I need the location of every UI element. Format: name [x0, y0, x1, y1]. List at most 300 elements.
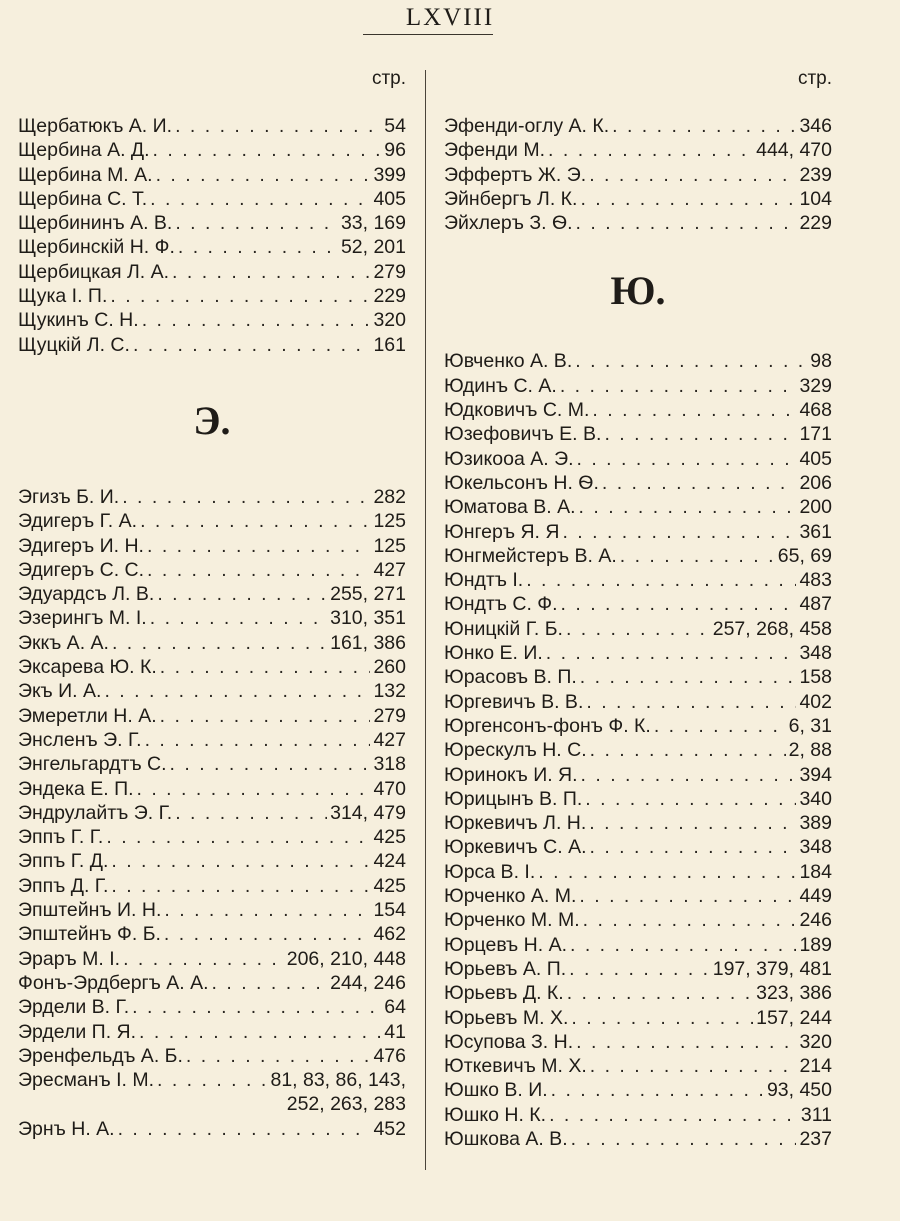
index-entry [18, 138, 406, 162]
entry-pages: 361 [799, 520, 832, 543]
entry-name: Эдуардсъ Л. В. [18, 583, 155, 606]
entry-name: Юткевичъ М. Х. [444, 1055, 587, 1078]
entry-name: Юргенсонъ-фонъ Ф. К. [444, 714, 651, 737]
entry-pages: 394 [799, 763, 832, 786]
index-entry [444, 1054, 832, 1078]
entry-pages: 257, 268, 458 [712, 617, 832, 640]
leader-dots [567, 981, 753, 1005]
entry-name: Юнгеръ Я. Я [444, 520, 560, 543]
entry-pages: 206, 210, 448 [286, 947, 406, 970]
index-entry [18, 485, 406, 509]
entry-name: Юдковичъ С. М. [444, 399, 590, 422]
entry-name: Щербининъ А. В. [18, 212, 173, 235]
entry-pages: 340 [799, 787, 832, 810]
entry-name: Юрьевъ А. П. [444, 957, 567, 980]
index-entry [444, 471, 832, 495]
leader-dots [160, 655, 371, 679]
index-entry [18, 704, 406, 728]
index-entry [444, 908, 832, 932]
leader-dots [571, 1127, 797, 1151]
entry-pages: 314, 479 [330, 801, 406, 824]
leader-dots [561, 592, 797, 616]
entry-pages: 98 [810, 350, 832, 373]
leader-dots [589, 811, 796, 835]
entry-name: Юшко В. И. [444, 1079, 548, 1102]
leader-dots [654, 714, 786, 738]
leader-dots [132, 995, 381, 1019]
left-page-label: стр. [371, 68, 406, 89]
entry-pages: 206 [799, 471, 832, 494]
index-entry [444, 211, 832, 235]
index-entry [18, 211, 406, 235]
entry-name: Юсупова З. Н. [444, 1030, 574, 1053]
entry-pages: 93, 450 [766, 1079, 832, 1102]
entry-name: Эрдели В. Г. [18, 996, 130, 1019]
leader-dots [577, 447, 797, 471]
leader-dots [602, 471, 797, 495]
entry-pages: 310, 351 [330, 607, 406, 630]
leader-dots [175, 114, 381, 138]
section-letter-yu: Ю. [610, 268, 666, 314]
leader-dots [157, 1068, 267, 1092]
entry-name: Юрьевъ М. Х. [444, 1006, 569, 1029]
index-entry [444, 957, 832, 981]
index-entry [18, 825, 406, 849]
left-column [18, 62, 406, 1141]
entry-name: Юринокъ И. Я. [444, 763, 578, 786]
leader-dots [157, 582, 327, 606]
leader-dots [585, 787, 796, 811]
index-entry [18, 874, 406, 898]
leader-dots [620, 544, 775, 568]
entry-pages: 425 [373, 826, 406, 849]
entry-name: Эйхлеръ З. Ѳ. [444, 212, 573, 235]
entry-pages: 52, 201 [340, 236, 406, 259]
leader-dots [526, 568, 796, 592]
entry-pages: 424 [373, 850, 406, 873]
leader-dots [122, 485, 370, 509]
index-entry [444, 398, 832, 422]
entry-name: Эресманъ І. М. [18, 1069, 154, 1092]
entry-pages: 399 [373, 163, 406, 186]
entry-pages: 476 [373, 1044, 406, 1067]
leader-dots [562, 520, 796, 544]
entry-name: Щуцкій Л. С. [18, 333, 130, 356]
entry-name: Эффертъ Ж. Э. [444, 163, 587, 186]
e-entries [18, 485, 406, 1092]
leader-dots [579, 495, 797, 519]
entry-pages: 405 [799, 447, 832, 470]
entry-name: Эпштейнъ И. Н. [18, 899, 162, 922]
index-entry [444, 860, 832, 884]
index-entry [444, 114, 832, 138]
entry-name: Щербинскій Н. Ф. [18, 236, 175, 259]
index-entry [18, 631, 406, 655]
entry-pages: 81, 83, 86, 143, [270, 1069, 406, 1092]
index-entry [18, 606, 406, 630]
index-entry [18, 235, 406, 259]
entry-name: Юрса В. І. [444, 860, 536, 883]
entry-name: Щербатюкъ А. И. [18, 115, 173, 137]
index-entry [444, 811, 832, 835]
leader-dots [118, 1117, 371, 1141]
leader-dots [551, 1078, 764, 1102]
entry-name: Эндрулайтъ Э. Г. [18, 801, 173, 824]
index-entry [444, 422, 832, 446]
leader-dots [147, 534, 370, 558]
entry-pages: 158 [799, 666, 832, 689]
leader-dots [133, 333, 371, 357]
leader-dots [590, 835, 797, 859]
entry-name: Эппъ Г. Д. [18, 850, 109, 873]
entry-pages: 282 [373, 485, 406, 508]
leader-dots [548, 138, 753, 162]
entry-pages: 171 [799, 423, 832, 446]
leader-dots [164, 898, 370, 922]
index-entry [444, 374, 832, 398]
entry-pages: 246 [799, 909, 832, 932]
entry-pages: 427 [373, 728, 406, 751]
entry-pages: 54 [384, 115, 406, 137]
index-entry [18, 898, 406, 922]
index-entry-continuation [18, 1092, 406, 1116]
entry-name: Юндтъ І. [444, 569, 524, 592]
entry-pages: 184 [799, 860, 832, 883]
leader-dots [150, 606, 327, 630]
leader-dots [579, 884, 796, 908]
leader-dots [175, 211, 338, 235]
entry-pages: 260 [373, 656, 406, 679]
entry-name: Юрченко А. М. [444, 885, 577, 908]
entry-name: Юркевичъ Л. Н. [444, 812, 587, 835]
leader-dots [583, 908, 797, 932]
entry-name: Эксарева Ю. К. [18, 656, 157, 679]
entry-name: Юрасовъ В. П. [444, 666, 577, 689]
entry-name: Эрнъ Н. А. [18, 1117, 115, 1140]
entry-pages: 239 [799, 163, 832, 186]
entry-pages: 346 [799, 115, 832, 137]
entry-pages: 318 [373, 753, 406, 776]
entry-name: Эренфельдъ А. Б. [18, 1044, 183, 1067]
leader-dots [170, 752, 371, 776]
leader-dots [576, 211, 797, 235]
entry-pages: 2, 88 [788, 739, 832, 762]
leader-dots [589, 163, 796, 187]
e-entries-continued [444, 114, 832, 235]
index-entry [444, 544, 832, 568]
entry-pages: 229 [373, 285, 406, 308]
entry-pages: 96 [384, 139, 406, 162]
entry-pages: 279 [373, 260, 406, 283]
index-entry [444, 163, 832, 187]
entry-pages: 470 [373, 777, 406, 800]
index-entry [444, 981, 832, 1005]
entry-name: Экъ И. А. [18, 680, 102, 703]
entry-pages: 64 [384, 996, 406, 1019]
leader-dots [111, 874, 370, 898]
entry-pages: 237 [799, 1127, 832, 1150]
entry-pages: 452 [373, 1117, 406, 1140]
entry-pages: 320 [799, 1030, 832, 1053]
leader-dots [140, 509, 370, 533]
entry-pages: 197, 379, 481 [712, 957, 832, 980]
entry-pages: 154 [373, 899, 406, 922]
entry-name: Эфенди М. [444, 139, 546, 162]
leader-dots [581, 763, 797, 787]
entry-pages: 252, 263, 283 [286, 1093, 406, 1116]
entry-name: Эрдели П. Я. [18, 1020, 137, 1043]
entry-pages: 348 [799, 642, 832, 665]
leader-dots [123, 947, 284, 971]
leader-dots [586, 690, 796, 714]
entry-name: Юшко Н. К. [444, 1103, 547, 1126]
entry-name: Эфенди-оглу А. К. [444, 115, 610, 137]
leader-dots [175, 801, 327, 825]
entry-pages: 33, 169 [340, 212, 406, 235]
index-entry [444, 714, 832, 738]
index-entry [18, 922, 406, 946]
entry-name: Щербина М. А. [18, 163, 153, 186]
index-entry [18, 1068, 406, 1092]
leader-dots [604, 422, 796, 446]
index-entry [18, 284, 406, 308]
index-entry [18, 777, 406, 801]
entry-name: Щербицкая Л. А. [18, 260, 170, 283]
leader-dots [137, 777, 371, 801]
column-divider [425, 70, 426, 1170]
entry-pages: 483 [799, 569, 832, 592]
index-entry [444, 1103, 832, 1127]
index-entry [18, 728, 406, 752]
index-entry [444, 617, 832, 641]
right-page-label: стр. [797, 68, 832, 89]
entry-name: Юрченко М. М. [444, 909, 580, 932]
entry-pages: 487 [799, 593, 832, 616]
entry-name: Юшкова А. В. [444, 1127, 568, 1150]
index-entry [18, 114, 406, 138]
index-entry [18, 801, 406, 825]
index-entry [18, 1020, 406, 1044]
leader-dots [186, 1044, 371, 1068]
leader-dots [160, 704, 371, 728]
entry-pages: 104 [799, 187, 832, 210]
index-entry [444, 349, 832, 373]
entry-name: Энсленъ Э. Г. [18, 728, 142, 751]
entry-name: Эппъ Д. Г. [18, 874, 109, 897]
index-entry [444, 1078, 832, 1102]
entry-pages: 402 [799, 690, 832, 713]
entry-pages: 244, 246 [330, 971, 406, 994]
index-entry [444, 1030, 832, 1054]
index-entry [444, 1006, 832, 1030]
entry-name: Юрицынъ В. П. [444, 787, 583, 810]
entry-pages: 189 [799, 933, 832, 956]
leader-dots [592, 398, 796, 422]
index-entry [18, 187, 406, 211]
entry-name: Юрцевъ Н. А. [444, 933, 567, 956]
leader-dots [212, 971, 328, 995]
leader-dots [560, 374, 797, 398]
entry-name: Энгельгардтъ С. [18, 753, 167, 776]
leader-dots [178, 235, 338, 259]
index-entry [444, 835, 832, 859]
entry-pages: 157, 244 [756, 1006, 832, 1029]
index-entry [18, 995, 406, 1019]
index-entry [18, 752, 406, 776]
leader-dots [110, 284, 370, 308]
entry-pages: 427 [373, 558, 406, 581]
entry-name: Эндека Е. П. [18, 777, 134, 800]
entry-name: Юндтъ С. Ф. [444, 593, 558, 616]
entry-name: Юматова В. А. [444, 496, 576, 519]
entry-pages: 468 [799, 399, 832, 422]
entry-pages: 405 [373, 187, 406, 210]
index-entry [444, 495, 832, 519]
index-entry [444, 690, 832, 714]
entry-name: Юдинъ С. А. [444, 374, 557, 397]
entry-pages: 214 [799, 1055, 832, 1078]
entry-name: Эдигеръ С. С. [18, 558, 145, 581]
yu-entries [444, 349, 832, 1151]
entry-pages: 329 [799, 374, 832, 397]
entry-name: Ювченко А. В. [444, 350, 573, 373]
leader-dots [538, 860, 796, 884]
leader-dots [576, 1030, 796, 1054]
entry-pages: 320 [373, 309, 406, 332]
entry-name: Юргевичъ В. В. [444, 690, 584, 713]
leader-dots [172, 260, 370, 284]
entry-pages: 125 [373, 510, 406, 533]
entry-name: Эзерингъ М. І. [18, 607, 147, 630]
leader-dots [575, 349, 807, 373]
leader-dots [549, 1103, 798, 1127]
index-entry [18, 849, 406, 873]
entry-pages: 41 [384, 1020, 406, 1043]
leader-dots [156, 163, 371, 187]
entry-pages: 6, 31 [788, 714, 832, 737]
entry-name: Щербина С. Т. [18, 187, 148, 210]
index-entry [444, 665, 832, 689]
entry-pages: 311 [800, 1103, 832, 1126]
leader-dots [569, 957, 710, 981]
entry-name: Эдигеръ Г. А. [18, 510, 138, 533]
entry-name: Эмеретли Н. А. [18, 704, 157, 727]
entry-name: Щербина А. Д. [18, 139, 150, 162]
entry-pages: 255, 271 [330, 583, 406, 606]
leader-dots [571, 1006, 753, 1030]
entry-pages: 161, 386 [330, 631, 406, 654]
index-entry [18, 333, 406, 357]
leader-dots [570, 933, 796, 957]
entry-name: Юркевичъ С. А. [444, 836, 587, 859]
index-entry [18, 971, 406, 995]
entry-pages: 229 [799, 212, 832, 235]
entry-name: Эйнбергъ Л. К. [444, 187, 578, 210]
right-column [444, 62, 832, 1151]
leader-dots [142, 308, 371, 332]
entry-name: Эпштейнъ Ф. Б. [18, 923, 161, 946]
index-entry [444, 763, 832, 787]
section-letter-e: Э. [193, 397, 231, 443]
index-entry [18, 655, 406, 679]
index-entry [444, 738, 832, 762]
index-entry [444, 933, 832, 957]
index-entry [444, 187, 832, 211]
entry-pages: 279 [373, 704, 406, 727]
entry-name: Юзикооа А. Э. [444, 447, 574, 470]
entry-pages: 161 [373, 333, 406, 356]
entry-name: Эдигеръ И. Н. [18, 534, 144, 557]
index-entry [18, 1117, 406, 1141]
leader-dots [104, 679, 370, 703]
entry-pages: 323, 386 [756, 982, 832, 1005]
entry-name: Эккъ А. А. [18, 631, 109, 654]
index-entry [18, 947, 406, 971]
entry-name: Щукинъ С. Н. [18, 309, 139, 332]
entry-pages: 444, 470 [756, 139, 832, 162]
index-entry [18, 582, 406, 606]
leader-dots [153, 138, 382, 162]
index-entry [18, 509, 406, 533]
leader-dots [150, 187, 370, 211]
index-entry [444, 138, 832, 162]
leader-dots [139, 1020, 381, 1044]
entry-pages: 200 [799, 496, 832, 519]
entry-name: Щука І. П. [18, 285, 108, 308]
index-entry [444, 787, 832, 811]
leader-dots [112, 631, 327, 655]
leader-dots [106, 825, 370, 849]
entry-pages: 132 [373, 680, 406, 703]
page-number: LXVIII [405, 4, 495, 31]
leader-dots [566, 617, 710, 641]
leader-dots [590, 738, 786, 762]
index-entry [444, 884, 832, 908]
header-rule [363, 34, 493, 35]
index-entry [18, 534, 406, 558]
entry-name: Эраръ М. І. [18, 947, 121, 970]
leader-dots [147, 558, 370, 582]
leader-dots [612, 114, 796, 138]
index-entry [444, 1127, 832, 1151]
entry-pages: 65, 69 [777, 544, 832, 567]
index-entry [444, 520, 832, 544]
index-entry [18, 1044, 406, 1068]
entry-name: Юзефовичъ Е. В. [444, 423, 602, 446]
entry-pages: 389 [799, 812, 832, 835]
index-entry [444, 641, 832, 665]
entry-name: Юкельсонъ Н. Ѳ. [444, 471, 599, 494]
leader-dots [111, 849, 370, 873]
index-entry [18, 308, 406, 332]
shch-entries [18, 114, 406, 357]
leader-dots [580, 187, 796, 211]
leader-dots [580, 665, 797, 689]
index-entry [18, 163, 406, 187]
index-entry [18, 679, 406, 703]
entry-name: Юницкій Г. Б. [444, 617, 563, 640]
entry-name: Фонъ-Эрдбергъ А. А. [18, 971, 209, 994]
index-entry [444, 568, 832, 592]
entry-pages: 125 [373, 534, 406, 557]
leader-dots [546, 641, 797, 665]
entry-pages: 462 [373, 923, 406, 946]
index-entry [444, 447, 832, 471]
entry-name: Юнгмейстеръ В. А. [444, 544, 617, 567]
leader-dots [145, 728, 371, 752]
entry-pages: 348 [799, 836, 832, 859]
entry-name: Эппъ Г. Г. [18, 826, 104, 849]
